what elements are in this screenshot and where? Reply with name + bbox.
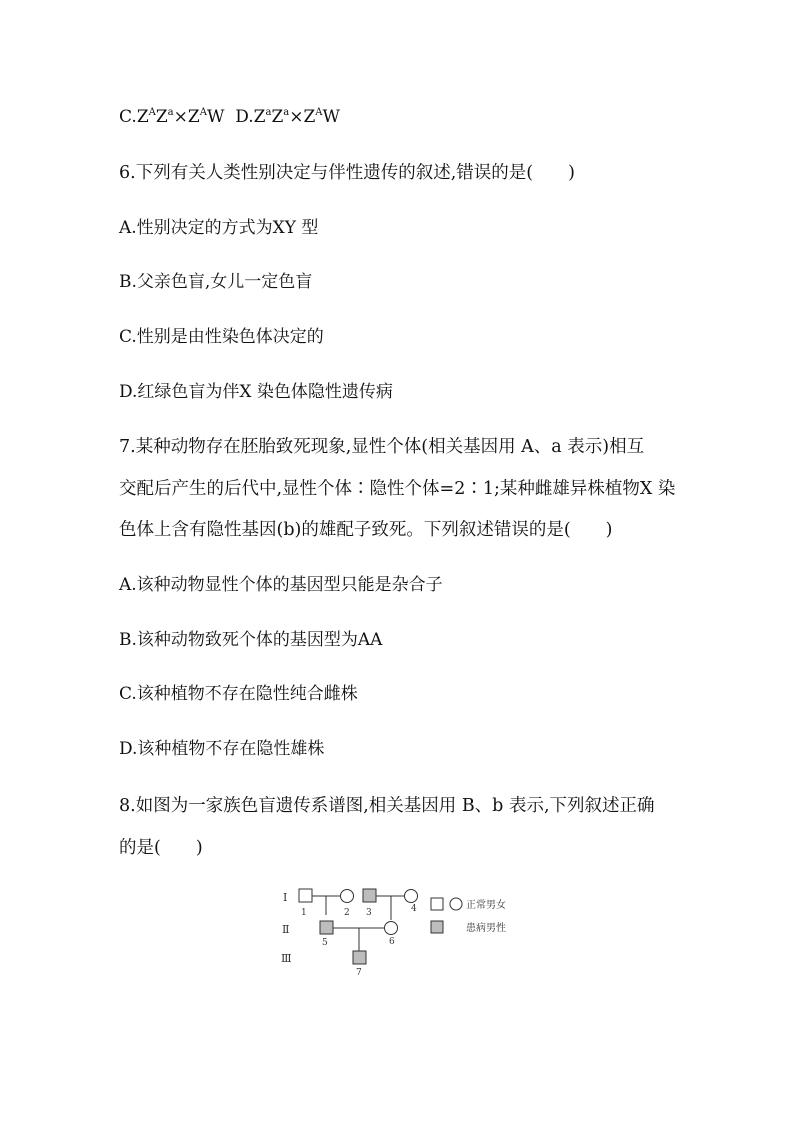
q6-option-d: D.红绿色盲为伴X 染色体隐性遗传病 — [119, 382, 393, 402]
q6-option-b: B.父亲色盲,女儿一定色盲 — [119, 272, 313, 292]
option-d-label: D. — [235, 107, 254, 127]
q5-options-cd: $C.Z^AZ^a\times Z^AW$ $D.Z^aZ^a\times Z^AW$ — [119, 107, 341, 127]
q7-option-c: C.该种植物不存在隐性纯合雌株 — [119, 684, 358, 704]
individual-label-2: 2 — [344, 908, 350, 918]
q6-stem: 6.下列有关人类性别决定与伴性遗传的叙述,错误的是( ) — [119, 163, 575, 183]
individual-7-affected-male — [353, 951, 366, 964]
q6-option-a: A.性别决定的方式为XY 型 — [119, 218, 319, 238]
individual-1-normal-male — [299, 889, 312, 902]
q7-option-a: A.该种动物显性个体的基因型只能是杂合子 — [119, 575, 443, 595]
individual-label-7: 7 — [356, 968, 362, 978]
q6-option-c: C.性别是由性染色体决定的 — [119, 327, 324, 347]
q7-stem-line-2: 交配后产生的后代中,显性个体∶隐性个体=2∶1;某种雌雄异株植物X 染 — [119, 479, 676, 499]
generation-label-1: Ⅰ — [283, 891, 288, 904]
individual-2-normal-female — [341, 890, 354, 903]
individual-label-5: 5 — [322, 938, 328, 948]
individual-label-3: 3 — [366, 908, 372, 918]
generation-label-2: Ⅱ — [282, 923, 290, 936]
pedigree-figure — [270, 880, 530, 980]
option-c-label: C. — [119, 107, 137, 127]
individual-5-affected-male — [320, 921, 333, 934]
individual-label-6: 6 — [389, 937, 395, 947]
q7-stem-line-1: 7.某种动物存在胚胎致死现象,显性个体(相关基因用 A、a 表示)相互 — [119, 437, 645, 457]
q7-option-d: D.该种植物不存在隐性雄株 — [119, 739, 325, 759]
individual-3-affected-male — [363, 889, 376, 902]
generation-label-3: Ⅲ — [281, 952, 292, 965]
q7-stem-line-3: 色体上含有隐性基因(b)的雄配子致死。下列叙述错误的是( ) — [119, 520, 613, 540]
q8-stem-line-1: 8.如图为一家族色盲遗传系谱图,相关基因用 B、b 表示,下列叙述正确 — [119, 796, 655, 816]
legend-affected-male-symbol — [431, 921, 443, 933]
legend-normal-male-symbol — [431, 898, 443, 910]
individual-label-4: 4 — [411, 904, 417, 914]
q8-stem-line-2: 的是( ) — [119, 838, 203, 858]
legend-normal-female-symbol — [450, 898, 462, 910]
individual-label-1: 1 — [301, 908, 307, 918]
individual-6-normal-female — [385, 922, 398, 935]
legend-affected-label: 患病男性 — [466, 923, 506, 934]
legend-normal-label: 正常男女 — [466, 900, 506, 911]
individual-4-normal-female — [405, 890, 418, 903]
q7-option-b: B.该种动物致死个体的基因型为AA — [119, 630, 383, 650]
